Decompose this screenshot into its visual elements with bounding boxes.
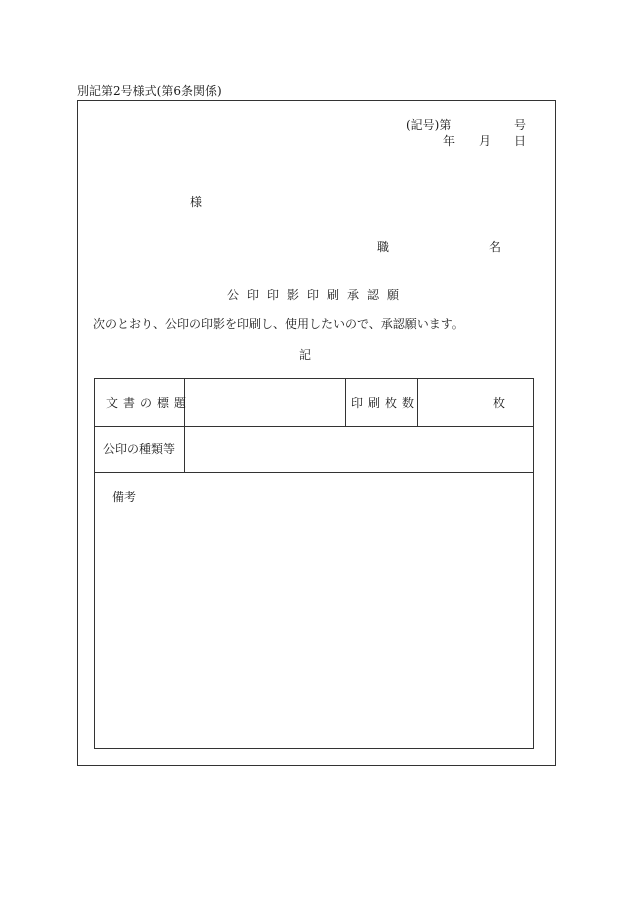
table-divider (95, 472, 534, 473)
date-day: 日 (514, 134, 527, 148)
table-divider (345, 379, 346, 426)
document-title-label: 文書の標題 (106, 396, 192, 410)
sender-name: 名 (489, 240, 502, 254)
sender-title: 職 (377, 240, 390, 254)
details-table (94, 378, 534, 749)
date-year: 年 (443, 134, 456, 148)
print-count-label: 印刷枚数 (351, 396, 420, 410)
table-divider (95, 426, 534, 427)
ki-label: 記 (299, 348, 312, 362)
addressee-suffix: 様 (190, 195, 203, 209)
remarks-label: 備考 (112, 490, 137, 504)
seal-type-label: 公印の種類等 (103, 442, 176, 456)
body-text: 次のとおり、公印の印影を印刷し、使用したいので、承認願います。 (93, 317, 464, 331)
ref-number-prefix: (記号)第 (406, 118, 452, 132)
form-label: 別記第2号様式(第6条関係) (77, 84, 222, 98)
ref-number-suffix: 号 (514, 118, 527, 132)
table-divider (184, 379, 185, 472)
form-title: 公印印影印刷承認願 (227, 288, 408, 302)
print-count-unit: 枚 (493, 396, 506, 410)
date-month: 月 (479, 134, 492, 148)
